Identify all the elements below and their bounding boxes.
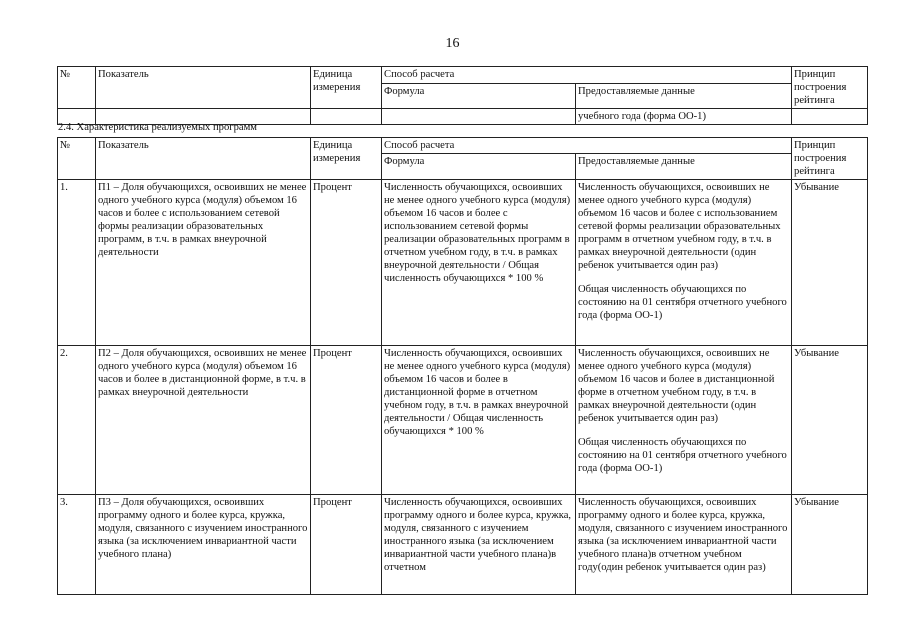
row-unit: Процент <box>311 180 382 346</box>
programs-table <box>57 137 868 595</box>
table-row <box>58 346 868 495</box>
row-num: 2. <box>58 346 96 495</box>
row-unit: Процент <box>311 495 382 595</box>
page-number: 16 <box>445 36 460 51</box>
continued-data-cell: учебного года (форма ОО-1) <box>576 109 792 125</box>
row-num: 3. <box>58 495 96 595</box>
header-num: № <box>58 138 96 180</box>
row-principle: Убывание <box>792 180 868 346</box>
header-method: Способ расчета <box>382 138 792 154</box>
row-data-primary: Численность обучающихся, освоивших не менее одного учебного курса (модуля) объемом 16 часов и более в дистанционной форме в отчетном учебном году, в т.ч. в рамках внеурочной деятельности (один ребенок учитывается один раз) <box>578 348 775 424</box>
row-data-secondary: Общая численность обучающихся по состоянию на 01 сентября отчетного учебного года (форма ОО-1) <box>578 284 787 321</box>
cell-empty <box>311 109 382 125</box>
row-indicator: П2 – Доля обучающихся, освоивших не менее одного учебного курса (модуля) объемом 16 часов и более в дистанционной форме, в т.ч. в рамках внеурочной деятельности <box>96 346 311 495</box>
row-unit: Процент <box>311 346 382 495</box>
header-formula: Формула <box>382 84 576 109</box>
header-num: № <box>58 67 96 109</box>
row-formula: Численность обучающихся, освоивших не менее одного учебного курса (модуля) объемом 16 часов и более в дистанционной форме в отчетном учебном году, в т.ч. в рамках внеурочной деятельности / Общая численность обучающихся * 100 % <box>382 346 576 495</box>
row-num: 1. <box>58 180 96 346</box>
continued-table <box>57 66 868 125</box>
row-indicator: П1 – Доля обучающихся, освоивших не менее одного учебного курса (модуля) объемом 16 часов и более с использованием сетевой формы реализации образовательных программ, в т.ч. в рамках внеурочной деятельности <box>96 180 311 346</box>
section-title: 2.4. Характеристика реализуемых программ <box>58 122 258 133</box>
row-formula: Численность обучающихся, освоивших не менее одного учебного курса (модуля) объемом 16 часов и более с использованием сетевой формы реализации образовательных программ в отчетном учебном году, в т.ч. в рамках внеурочной деятельности / Общая численность обучающихся * 100 % <box>382 180 576 346</box>
row-indicator: П3 – Доля обучающихся, освоивших программу одного и более курса, кружка, модуля, связанного с изучением иностранного языка (за исключением инвариантной части учебного плана) <box>96 495 311 595</box>
row-principle: Убывание <box>792 346 868 495</box>
cell-empty <box>382 109 576 125</box>
table-row <box>58 495 868 595</box>
header-data: Предоставляемые данные <box>576 84 792 109</box>
row-principle: Убывание <box>792 495 868 595</box>
row-data <box>576 346 792 495</box>
header-principle: Принцип построения рейтинга <box>792 67 868 109</box>
header-principle: Принцип построения рейтинга <box>792 138 868 180</box>
header-method: Способ расчета <box>382 67 792 84</box>
header-formula: Формула <box>382 154 576 180</box>
header-data: Предоставляемые данные <box>576 154 792 180</box>
header-indicator: Показатель <box>96 67 311 109</box>
cell-empty <box>792 109 868 125</box>
header-unit: Единица измерения <box>311 138 382 180</box>
table-row <box>58 180 868 346</box>
row-data-primary: Численность обучающихся, освоивших не менее одного учебного курса (модуля) объемом 16 часов и более с использованием сетевой формы реализации образовательных программ в отчетном учебном году, в т.ч. в рамках внеурочной деятельности (один ребенок учитывается один раз) <box>578 182 781 271</box>
row-data <box>576 180 792 346</box>
row-data-secondary: Общая численность обучающихся по состоянию на 01 сентября отчетного учебного года (форма ОО-1) <box>578 437 787 474</box>
row-formula: Численность обучающихся, освоивших программу одного и более курса, кружка, модуля, связанного с изучением иностранного языка (за исключением инвариантной части учебного плана)в отчетном <box>382 495 576 595</box>
header-unit: Единица измерения <box>311 67 382 109</box>
header-indicator: Показатель <box>96 138 311 180</box>
row-data: Численность обучающихся, освоивших программу одного и более курса, кружка, модуля, связанного с изучением иностранного языка (за исключением инвариантной части учебного плана)в отчетном учебном году(один ребенок учитывается один раз) <box>576 495 792 595</box>
